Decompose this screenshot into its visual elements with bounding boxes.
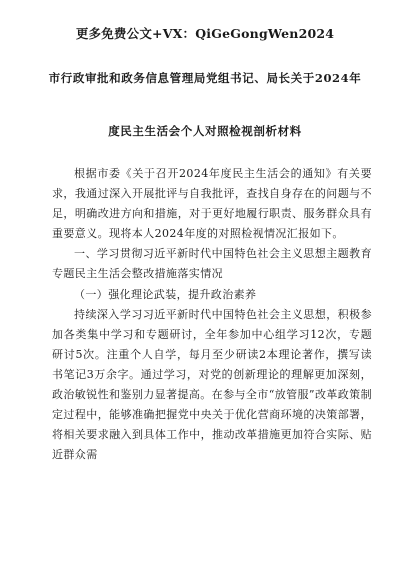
body-paragraph: 持续深入学习习近平新时代中国特色社会主义思想，积极参加各类集中学习和专题研讨，全年参加中心组学习12次，专题研讨5次。注重个人自学，每月至少研读2本理论著作，撰写读书笔记3万余字。通过学习，对党的创新理论的理解更加深刻，政治敏锐性和鉴别力显著提高。在参与全市“放管服”改革政策制定过程中，能够准确把握党中央关于优化营商环境的决策部署，将相关要求融入到具体工作中，推动改革措施更加符合实际、贴近群众需 — [52, 307, 372, 462]
document-title-line-1: 市行政审批和政务信息管理局党组书记、局长关于2024年 — [48, 71, 362, 85]
section-heading: 一、学习贯彻习近平新时代中国特色社会主义思想主题教育专题民主生活会整改措施落实情况 — [52, 247, 372, 281]
promo-header: 更多免费公文+VX：QiGeGongWen2024 — [75, 26, 335, 41]
document-title-line-2: 度民主生活会个人对照检视剖析材料 — [108, 124, 302, 138]
document-body — [52, 164, 372, 465]
intro-paragraph: 根据市委《关于召开2024年度民主生活会的通知》有关要求，我通过深入开展批评与自我批评，查找自身存在的问题与不足，明确改进方向和措施，对于更好地履行职责、服务群众具有重要意义。现将本人2024年度的对照检视情况汇报如下。 — [52, 167, 372, 241]
subsection-heading: （一）强化理论武装，提升政治素养 — [74, 287, 257, 301]
